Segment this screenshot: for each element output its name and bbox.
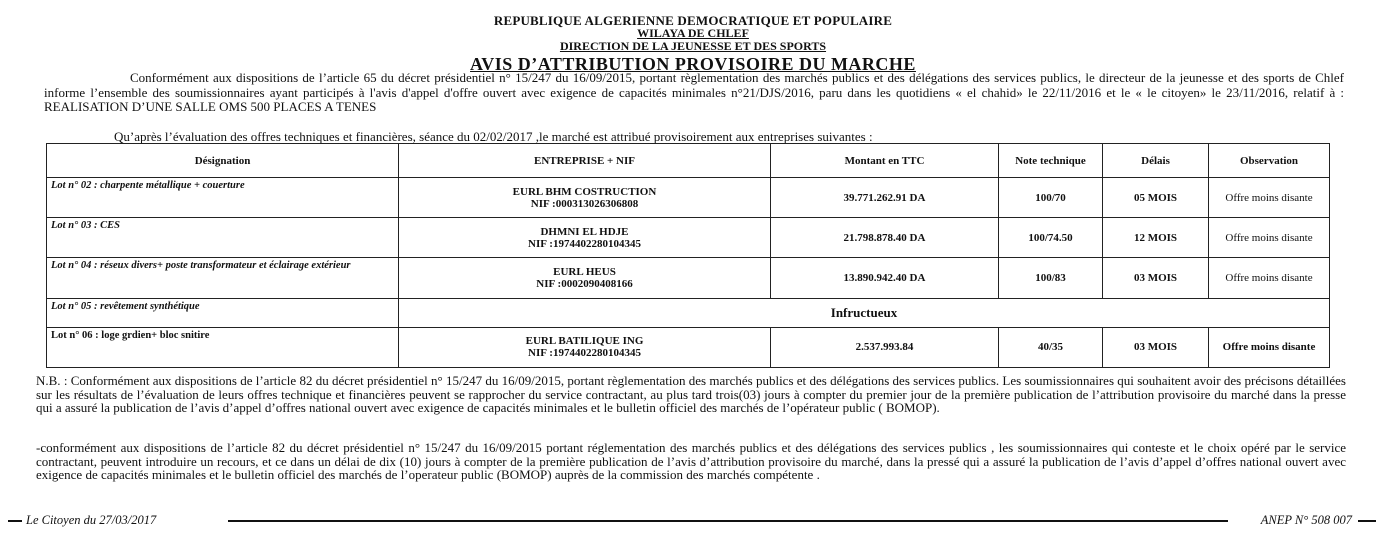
col-observation: Observation bbox=[1209, 144, 1330, 178]
footer-source: Le Citoyen du 27/03/2017 bbox=[26, 513, 157, 527]
attribution-table bbox=[46, 143, 1330, 368]
note-cell: 40/35 bbox=[999, 327, 1103, 367]
infructueux-cell: Infructueux bbox=[399, 298, 1330, 327]
company-nif: NIF :000313026306808 bbox=[530, 197, 639, 210]
header-republic: REPUBLIQUE ALGERIENNE DEMOCRATIQUE ET POPULAIRE bbox=[493, 13, 893, 28]
notice-title: AVIS D’ATTRIBUTION PROVISOIRE DU MARCHE bbox=[470, 54, 916, 74]
table-row bbox=[47, 258, 1330, 298]
header-direction: DIRECTION DE LA JEUNESSE ET DES SPORTS bbox=[559, 39, 827, 53]
company-cell bbox=[399, 218, 771, 258]
company-nif: NIF :1974402280104345 bbox=[528, 347, 641, 360]
note-cell: 100/74.50 bbox=[999, 218, 1103, 258]
lot-designation: Lot n° 05 : revêtement synthétique bbox=[47, 298, 399, 327]
table-row bbox=[47, 218, 1330, 258]
amount-cell: 13.890.942.40 DA bbox=[771, 258, 999, 298]
col-designation: Désignation bbox=[47, 144, 399, 178]
intro-paragraph: Conformément aux dispositions de l’article 65 du décret présidentiel n° 15/247 du 16/09/2015, portant règlementation des marchés publics et des délégations des services publics, le directeur de la jeunesse et des sports de Chlef informe l’ensemble des soumissionnaires ayant participés à l'avis d'appel d'offre ouvert avec exigence de capacités minimales n°21/DJS/2016, paru dans les quotidiens « el chahid» le 22/11/2016 et le « le citoyen» le 23/11/2016, relatif à : REALISATION D’UNE SALLE OMS 500 PLACES A TENES bbox=[44, 70, 1344, 115]
footer-reference: ANEP N° 508 007 bbox=[1260, 513, 1352, 527]
note-cell: 100/70 bbox=[999, 178, 1103, 218]
col-montant: Montant en TTC bbox=[771, 144, 999, 178]
footer-rule-right bbox=[1358, 520, 1376, 522]
evaluation-paragraph: Qu’après l’évaluation des offres techniques et financières, séance du 02/02/2017 ,le marché est attribué provisoirement aux entreprises suivantes : bbox=[114, 129, 873, 144]
delay-cell: 05 MOIS bbox=[1103, 178, 1209, 218]
lot-designation: Lot n° 06 : loge grdien+ bloc snitire bbox=[47, 327, 399, 367]
lot-designation: Lot n° 02 : charpente métallique + couerture bbox=[47, 178, 399, 218]
company-cell bbox=[399, 178, 771, 218]
observation-cell: Offre moins disante bbox=[1209, 178, 1330, 218]
amount-cell: 39.771.262.91 DA bbox=[771, 178, 999, 218]
company-name: EURL BHM COSTRUCTION bbox=[512, 185, 657, 198]
header-wilaya: WILAYA DE CHLEF bbox=[637, 26, 749, 40]
col-note: Note technique bbox=[999, 144, 1103, 178]
company-name: EURL HEUS bbox=[553, 266, 616, 279]
observation-cell: Offre moins disante bbox=[1209, 258, 1330, 298]
table-header-row bbox=[47, 144, 1330, 178]
table-row bbox=[47, 178, 1330, 218]
lot-designation: Lot n° 04 : réseux divers+ poste transformateur et éclairage extérieur bbox=[47, 258, 399, 298]
note-cell: 100/83 bbox=[999, 258, 1103, 298]
company-cell bbox=[399, 327, 771, 367]
nb-paragraph: N.B. : Conformément aux dispositions de l’article 82 du décret présidentiel n° 15/247 du 16/09/2015, portant règlementation des marchés publics et des délégations des services publics. Les soumissionnaires qui souhaitent avoir des précisons détaillées sur les résultats de l’évaluation de leurs offres technique et financières peuvent se rapprocher du service contractant, au plus tard trois(03) jours à compter du premier jour de la première publication de l’attribution provisoire du marché dans la presse qui a assuré la publication de l’avis d’appel d’offres national ouvert avec exigence de capacités minimales et le bulletin officiel des marchés de l’opérateur public ( BOMOP). bbox=[36, 373, 1346, 415]
table-row bbox=[47, 298, 1330, 327]
lot-designation: Lot n° 03 : CES bbox=[47, 218, 399, 258]
company-name: DHMNI EL HDJE bbox=[540, 225, 629, 238]
delay-cell: 12 MOIS bbox=[1103, 218, 1209, 258]
col-delais: Délais bbox=[1103, 144, 1209, 178]
delay-cell: 03 MOIS bbox=[1103, 258, 1209, 298]
footer-rule-left bbox=[8, 520, 22, 522]
observation-cell: Offre moins disante bbox=[1209, 218, 1330, 258]
observation-cell: Offre moins disante bbox=[1209, 327, 1330, 367]
table-row bbox=[47, 327, 1330, 367]
company-cell bbox=[399, 258, 771, 298]
recourse-paragraph: -conformément aux dispositions de l’article 82 du décret présidentiel n° 15/247 du 16/09/2015 portant réglementation des marchés publics et des délégations des services publics , les soumissionnaires qui conteste et le choix opéré par le service contractant, peuvent introduire un recours, et ce dans un délai de dix (10) jours à compter de la première publication de l’avis d’attribution provisoire du marché, dans la pressé qui a assuré la publication de l’avis d’appel d’offres national ouvert avec exigence de capacités minimales et le bulletin officiel des marchés de l’operateur public (BOMOP) auprès de la commission des marchés compétente . bbox=[36, 440, 1346, 482]
footer-rule bbox=[228, 520, 1228, 522]
amount-cell: 21.798.878.40 DA bbox=[771, 218, 999, 258]
amount-cell: 2.537.993.84 bbox=[771, 327, 999, 367]
col-entreprise: ENTREPRISE + NIF bbox=[399, 144, 771, 178]
company-nif: NIF :1974402280104345 bbox=[528, 237, 641, 250]
company-name: EURL BATILIQUE ING bbox=[525, 335, 644, 348]
company-nif: NIF :0002090408166 bbox=[536, 278, 633, 291]
delay-cell: 03 MOIS bbox=[1103, 327, 1209, 367]
